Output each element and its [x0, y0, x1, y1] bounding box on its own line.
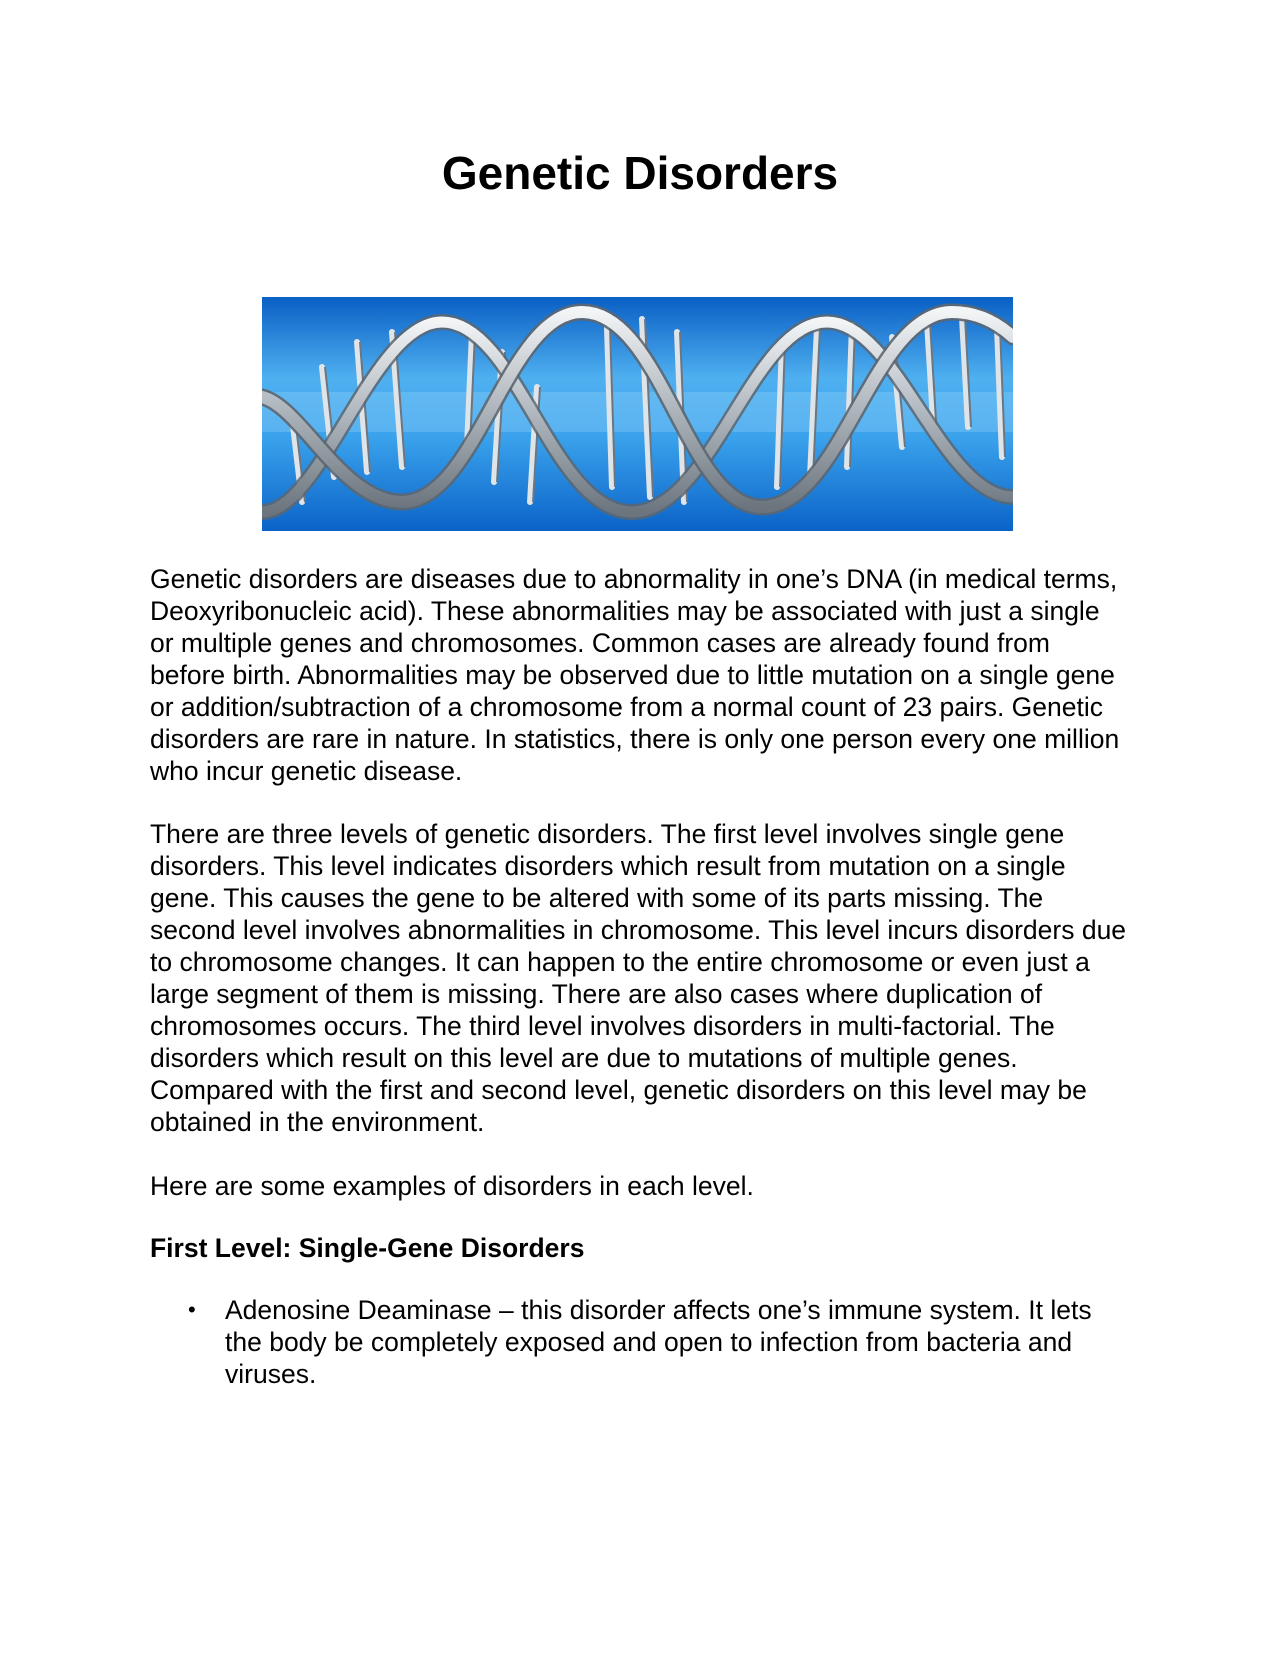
list-item — [150, 1294, 1130, 1390]
dna-helix-illustration — [262, 297, 1013, 531]
dna-helix-image — [262, 297, 1013, 531]
examples-intro-paragraph: Here are some examples of disorders in each level. — [150, 1171, 754, 1201]
intro-paragraph: Genetic disorders are diseases due to abnormality in one’s DNA (in medical terms, Deoxyribonucleic acid). These abnormalities may be associated with just a single or multiple genes and chromosomes. Common cases are already found from before birth. Abnormalities may be observed due to little mutation on a single gene or addition/subtraction of a chromosome from a normal count of 23 pairs. Genetic disorders are rare in nature. In statistics, there is only one person every one million who incur genetic disease. — [150, 564, 1120, 786]
page-title: Genetic Disorders — [441, 147, 839, 199]
section-heading-first-level: First Level: Single-Gene Disorders — [150, 1233, 585, 1263]
levels-paragraph: There are three levels of genetic disorders. The first level involves single gene disorders. This level indicates disorders which result from mutation on a single gene. This causes the gene to be altered with some of its parts missing. The second level involves abnormalities in chromosome. This level incurs disorders due to chromosome changes. It can happen to the entire chromosome or even just a large segment of them is missing. There are also cases where duplication of chromosomes occurs. The third level involves disorders in multi-factorial. The disorders which result on this level are due to mutations of multiple genes. Compared with the first and second level, genetic disorders on this level may be obtained in the environment. — [150, 819, 1127, 1137]
list-item-text: Adenosine Deaminase – this disorder affects one’s immune system. It lets the body be completely exposed and open to infection from bacteria and viruses. — [225, 1295, 1092, 1389]
bullet-icon: • — [188, 1297, 196, 1322]
disorder-list — [150, 1294, 1140, 1390]
